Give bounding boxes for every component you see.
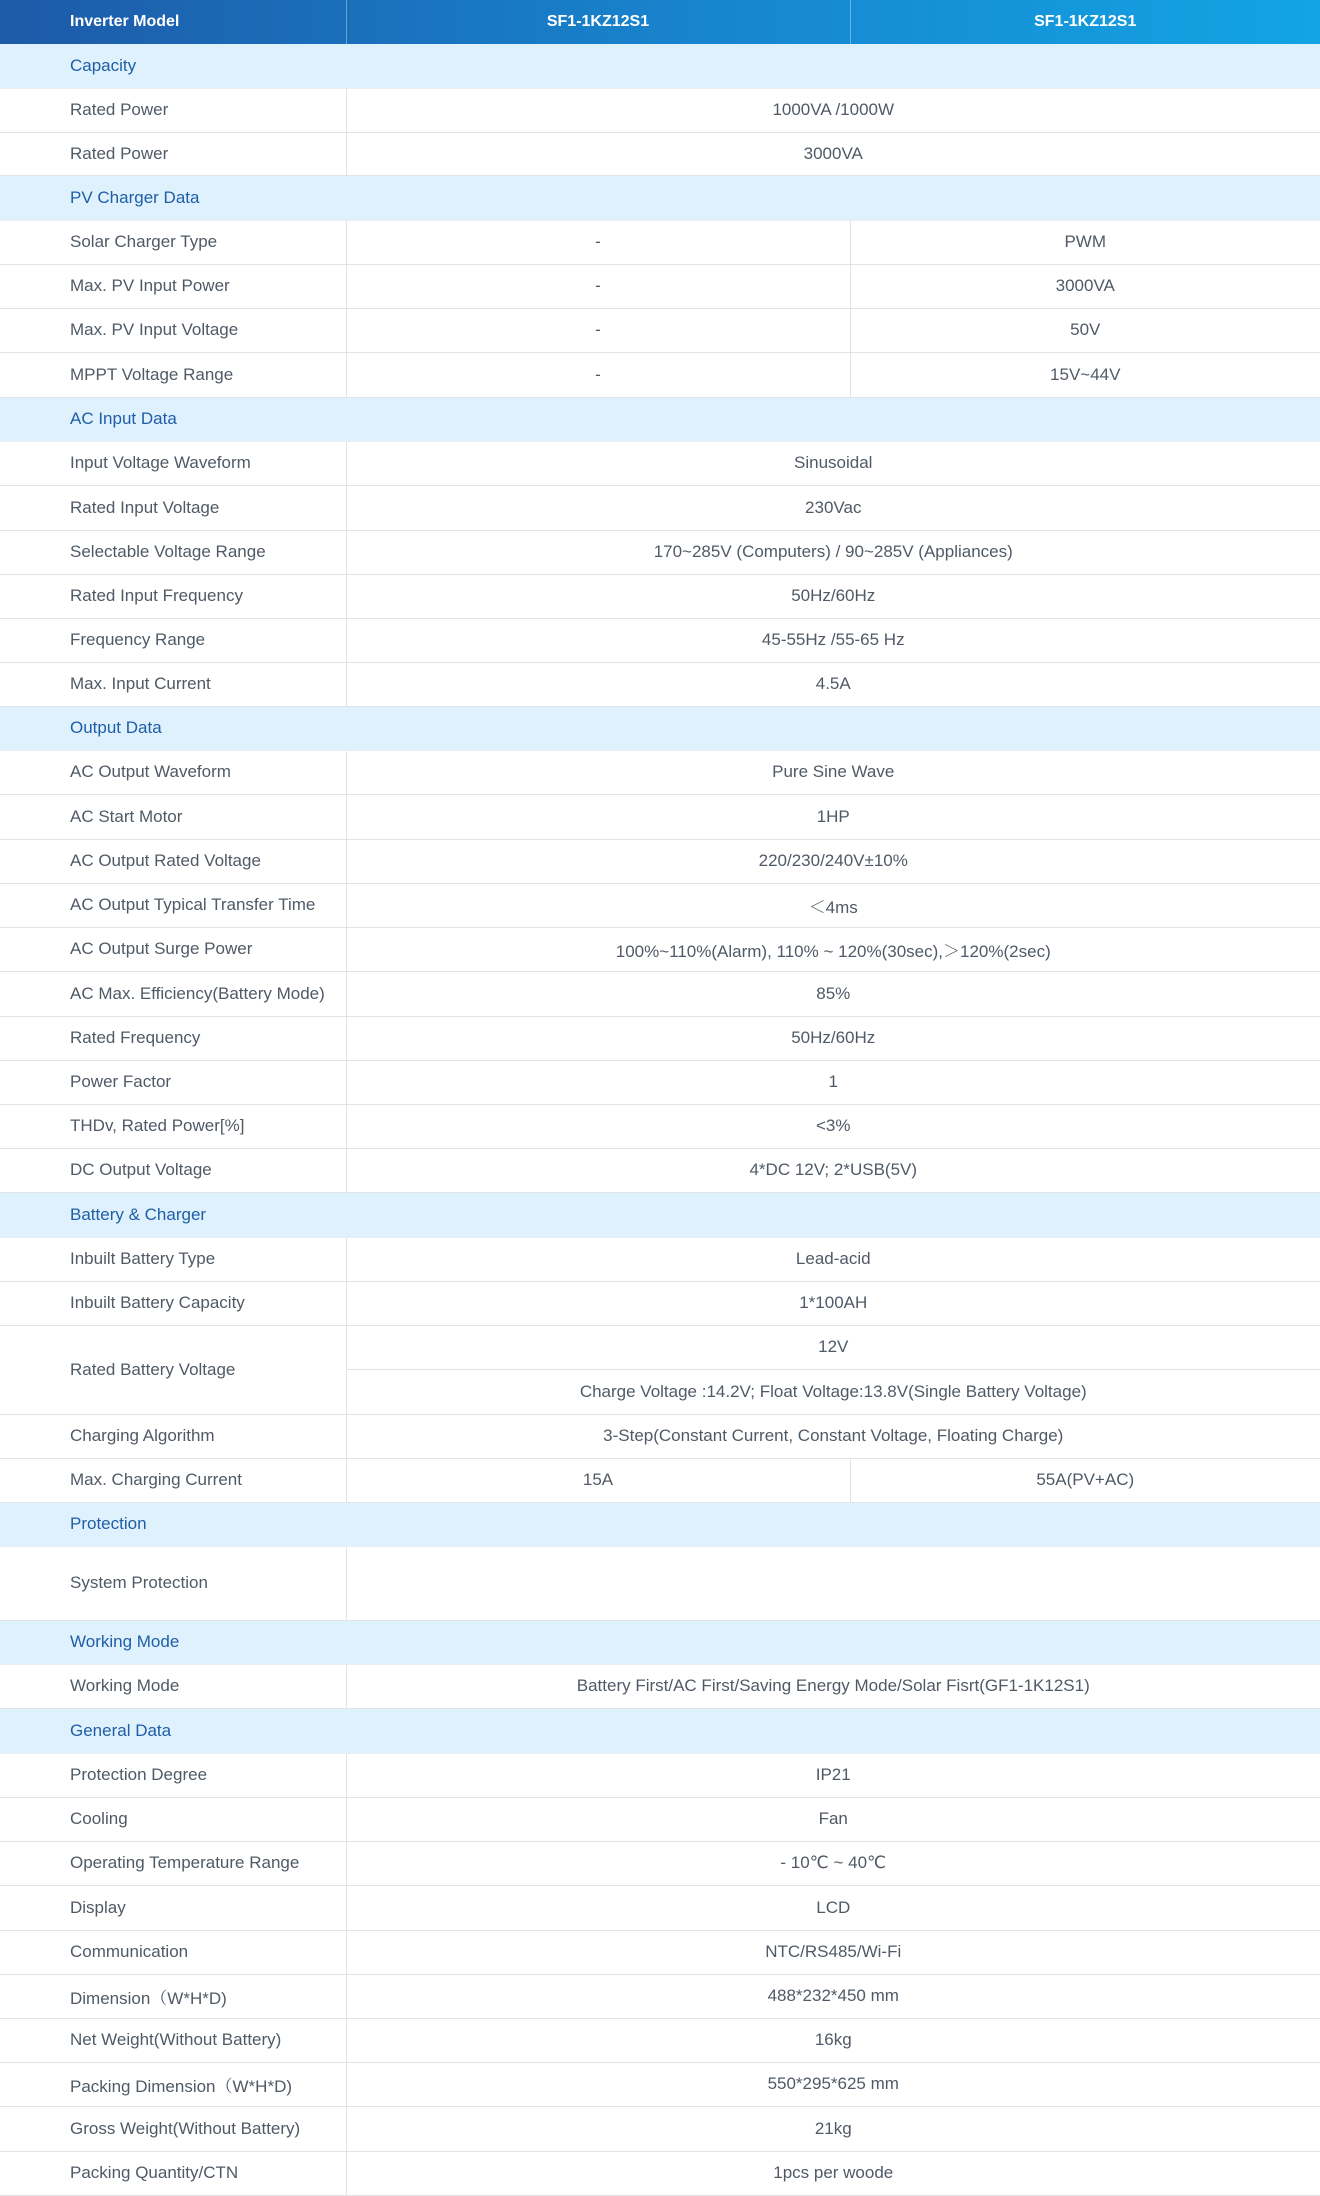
row-value: NTC/RS485/Wi-Fi	[346, 1930, 1320, 1974]
row-value: 1000VA /1000W	[346, 88, 1320, 132]
table-row	[0, 1797, 1320, 1841]
section-battery	[0, 1192, 1320, 1237]
row-label: Input Voltage Waveform	[0, 441, 346, 485]
row-label: Max. Charging Current	[0, 1458, 346, 1502]
header-model-1: SF1-1KZ12S1	[346, 0, 850, 44]
table-row	[0, 1016, 1320, 1060]
table-row	[0, 1664, 1320, 1708]
table-row	[0, 1148, 1320, 1192]
section-title: Output Data	[0, 706, 1320, 750]
header-model-label: Inverter Model	[70, 13, 180, 30]
section-title: Capacity	[0, 44, 1320, 88]
table-row	[0, 132, 1320, 175]
row-label: AC Max. Efficiency(Battery Mode)	[0, 971, 346, 1016]
row-value: 55A(PV+AC)	[850, 1458, 1320, 1502]
row-label: Solar Charger Type	[0, 220, 346, 264]
table-header	[0, 0, 1320, 44]
row-value: 50V	[850, 308, 1320, 352]
row-label: Rated Battery Voltage	[0, 1325, 346, 1414]
row-label: Dimension（W*H*D)	[0, 1974, 346, 2018]
section-ac-input	[0, 397, 1320, 441]
table-row	[0, 750, 1320, 794]
row-value: 1pcs per woode	[346, 2151, 1320, 2195]
row-label: Frequency Range	[0, 618, 346, 662]
row-value: 488*232*450 mm	[346, 1974, 1320, 2018]
table-row	[0, 794, 1320, 839]
row-label: Packing Dimension（W*H*D)	[0, 2062, 346, 2106]
section-pv	[0, 175, 1320, 220]
row-label: Rated Power	[0, 88, 346, 132]
table-row	[0, 1753, 1320, 1797]
row-value: Lead-acid	[346, 1237, 1320, 1281]
row-value: 100%~110%(Alarm), 110% ~ 120%(30sec),＞120%(2sec)	[346, 927, 1320, 971]
section-protection	[0, 1502, 1320, 1546]
table-row	[0, 2106, 1320, 2151]
table-row	[0, 1885, 1320, 1930]
table-row	[0, 1841, 1320, 1885]
table-row	[0, 308, 1320, 352]
row-value: Battery First/AC First/Saving Energy Mode/Solar Fisrt(GF1-1K12S1)	[346, 1664, 1320, 1708]
row-value: - 10℃ ~ 40℃	[346, 1841, 1320, 1885]
section-working-mode	[0, 1620, 1320, 1664]
table-row	[0, 1237, 1320, 1281]
row-value: PWM	[850, 220, 1320, 264]
section-title: General Data	[0, 1708, 1320, 1753]
row-value: Pure Sine Wave	[346, 750, 1320, 794]
row-label: Net Weight(Without Battery)	[0, 2018, 346, 2062]
table-row	[0, 1414, 1320, 1458]
row-value: ＜4ms	[346, 883, 1320, 927]
table-row	[0, 2151, 1320, 2195]
row-label: System Protection	[0, 1546, 346, 1620]
row-label: Rated Frequency	[0, 1016, 346, 1060]
row-value: 1*100AH	[346, 1281, 1320, 1325]
section-title: Protection	[0, 1502, 1320, 1546]
section-title: Working Mode	[0, 1620, 1320, 1664]
row-value: -	[346, 308, 850, 352]
table-row	[0, 1458, 1320, 1502]
section-capacity	[0, 44, 1320, 88]
row-label: Rated Power	[0, 132, 346, 175]
row-value: 16kg	[346, 2018, 1320, 2062]
section-title: AC Input Data	[0, 397, 1320, 441]
table-row	[0, 1060, 1320, 1104]
row-value: 220/230/240V±10%	[346, 839, 1320, 883]
row-label: Max. PV Input Voltage	[0, 308, 346, 352]
row-label: MPPT Voltage Range	[0, 352, 346, 397]
row-value: 230Vac	[346, 485, 1320, 530]
row-label: DC Output Voltage	[0, 1148, 346, 1192]
row-label: AC Output Typical Transfer Time	[0, 883, 346, 927]
row-value: 3-Step(Constant Current, Constant Voltage, Floating Charge)	[346, 1414, 1320, 1458]
row-value: Fan	[346, 1797, 1320, 1841]
row-value: -	[346, 264, 850, 308]
row-value: Sinusoidal	[346, 441, 1320, 485]
table-row	[0, 1930, 1320, 1974]
table-row	[0, 441, 1320, 485]
row-value: LCD	[346, 1885, 1320, 1930]
row-value: 4.5A	[346, 662, 1320, 706]
row-value: 12V	[346, 1325, 1320, 1369]
row-label: Cooling	[0, 1797, 346, 1841]
row-value: 15A	[346, 1458, 850, 1502]
row-label: Max. Input Current	[0, 662, 346, 706]
row-value: 50Hz/60Hz	[346, 574, 1320, 618]
row-label: AC Output Rated Voltage	[0, 839, 346, 883]
row-label: Communication	[0, 1930, 346, 1974]
row-value: 1	[346, 1060, 1320, 1104]
row-value: 50Hz/60Hz	[346, 1016, 1320, 1060]
row-value: -	[346, 220, 850, 264]
table-row	[0, 927, 1320, 971]
row-value: 3000VA	[346, 132, 1320, 175]
row-label: Inbuilt Battery Type	[0, 1237, 346, 1281]
section-title: PV Charger Data	[0, 175, 1320, 220]
header-model-2: SF1-1KZ12S1	[850, 0, 1320, 44]
row-value: 85%	[346, 971, 1320, 1016]
row-label: Charging Algorithm	[0, 1414, 346, 1458]
row-label: THDv, Rated Power[%]	[0, 1104, 346, 1148]
row-value: 3000VA	[850, 264, 1320, 308]
table-row	[0, 662, 1320, 706]
row-label: AC Start Motor	[0, 794, 346, 839]
row-label: Display	[0, 1885, 346, 1930]
table-row	[0, 2062, 1320, 2106]
row-label: Selectable Voltage Range	[0, 530, 346, 574]
row-value	[346, 1546, 1320, 1620]
row-value: 21kg	[346, 2106, 1320, 2151]
section-output	[0, 706, 1320, 750]
table-row	[0, 88, 1320, 132]
row-label: Rated Input Voltage	[0, 485, 346, 530]
section-general	[0, 1708, 1320, 1753]
table-row	[0, 1325, 1320, 1369]
row-label: Protection Degree	[0, 1753, 346, 1797]
row-value: 170~285V (Computers) / 90~285V (Appliances)	[346, 530, 1320, 574]
row-label: Working Mode	[0, 1664, 346, 1708]
table-row	[0, 883, 1320, 927]
row-label: AC Output Waveform	[0, 750, 346, 794]
row-label: Operating Temperature Range	[0, 1841, 346, 1885]
table-row	[0, 1104, 1320, 1148]
row-label: Rated Input Frequency	[0, 574, 346, 618]
row-label: Gross Weight(Without Battery)	[0, 2106, 346, 2151]
row-label: AC Output Surge Power	[0, 927, 346, 971]
table-row	[0, 352, 1320, 397]
row-value: 550*295*625 mm	[346, 2062, 1320, 2106]
row-value: Charge Voltage :14.2V; Float Voltage:13.8V(Single Battery Voltage)	[346, 1369, 1320, 1414]
table-row	[0, 971, 1320, 1016]
table-row	[0, 485, 1320, 530]
table-row	[0, 574, 1320, 618]
table-row	[0, 1546, 1320, 1620]
row-value: 15V~44V	[850, 352, 1320, 397]
row-value: 45-55Hz /55-65 Hz	[346, 618, 1320, 662]
row-value: IP21	[346, 1753, 1320, 1797]
table-row	[0, 618, 1320, 662]
row-value: <3%	[346, 1104, 1320, 1148]
row-label: Power Factor	[0, 1060, 346, 1104]
table-row	[0, 220, 1320, 264]
row-label: Max. PV Input Power	[0, 264, 346, 308]
table-row	[0, 264, 1320, 308]
row-value: 4*DC 12V; 2*USB(5V)	[346, 1148, 1320, 1192]
table-row	[0, 1974, 1320, 2018]
row-value: -	[346, 352, 850, 397]
table-row	[0, 530, 1320, 574]
row-label: Inbuilt Battery Capacity	[0, 1281, 346, 1325]
row-value: 1HP	[346, 794, 1320, 839]
table-row	[0, 1281, 1320, 1325]
table-row	[0, 2018, 1320, 2062]
table-row	[0, 839, 1320, 883]
row-label: Packing Quantity/CTN	[0, 2151, 346, 2195]
section-title: Battery & Charger	[0, 1192, 1320, 1237]
